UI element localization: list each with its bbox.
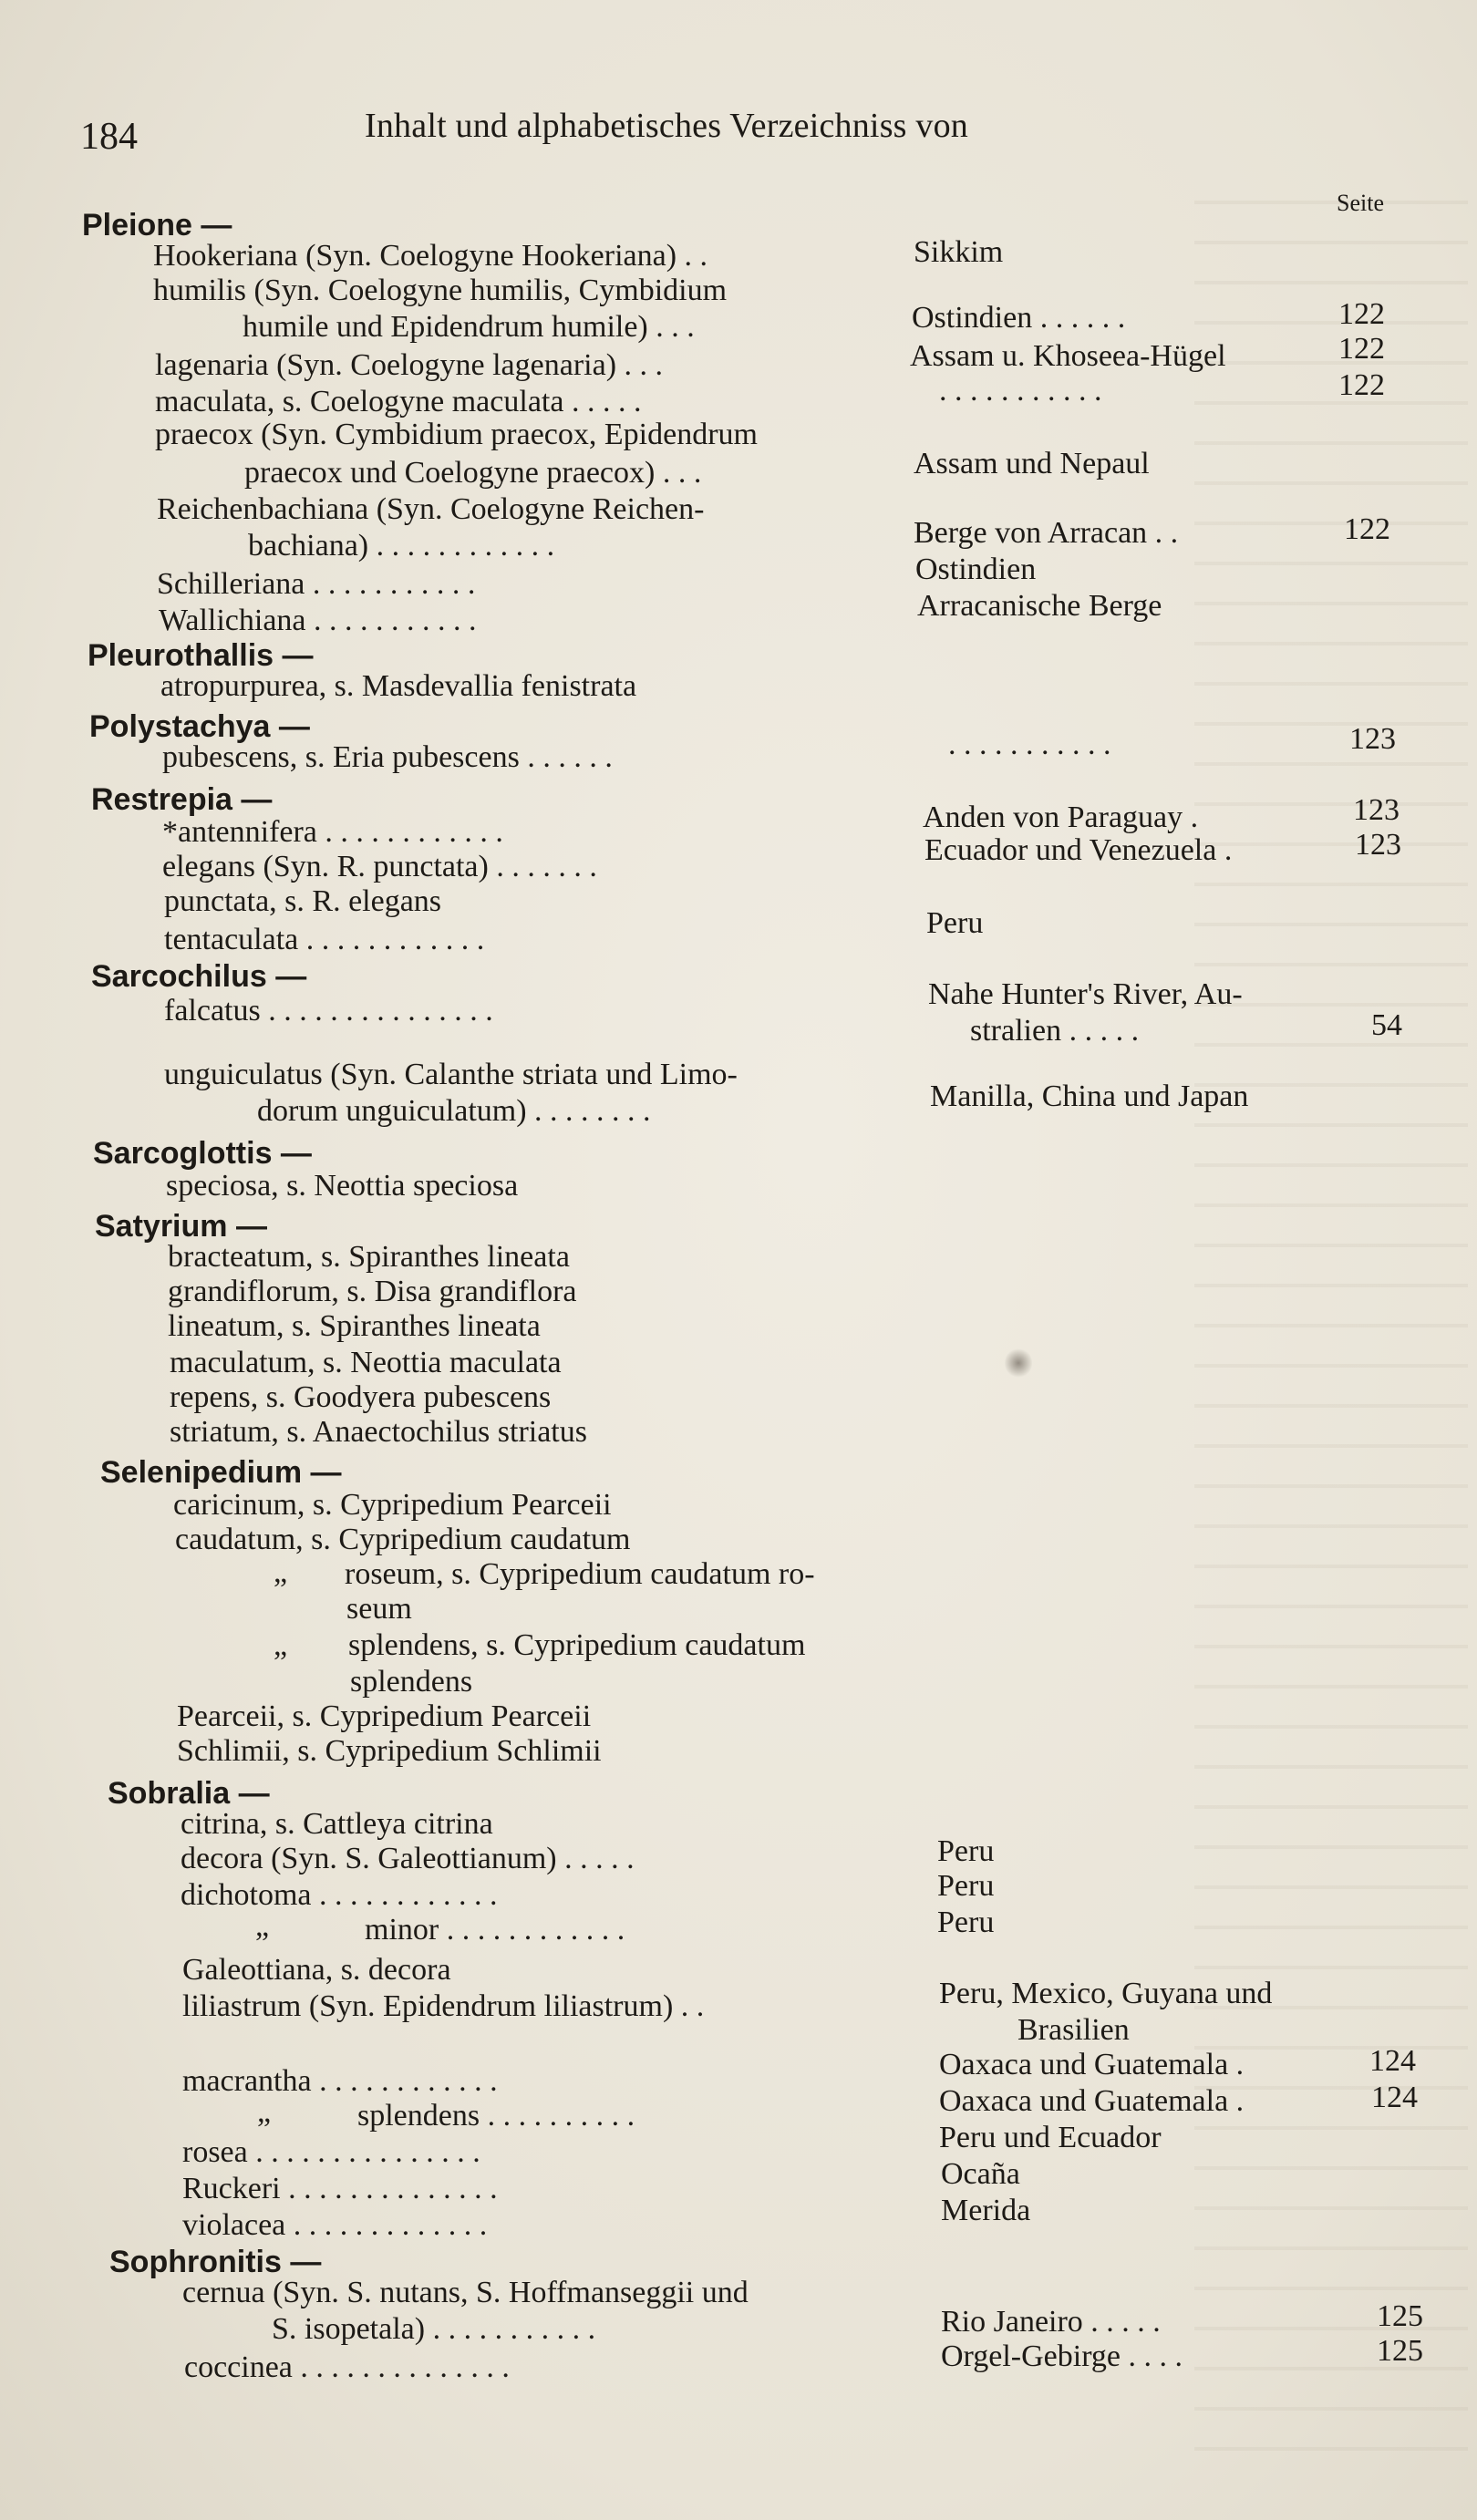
ditto-mark: „ <box>257 2095 272 2129</box>
entry-name: dorum unguiculatum) . . . . . . . . <box>257 1094 651 1128</box>
entry-name: rosea . . . . . . . . . . . . . . . <box>182 2135 480 2169</box>
entry-name: decora (Syn. S. Galeottianum) . . . . . <box>181 1842 635 1875</box>
entry-location: Berge von Arracan . . <box>914 516 1179 550</box>
entry-location: Assam und Nepaul <box>914 447 1150 480</box>
entry-location: Peru <box>926 906 984 940</box>
entry-name: repens, s. Goodyera pubescens <box>170 1380 552 1414</box>
entry-name: Schlimii, s. Cypripedium Schlimii <box>177 1734 602 1768</box>
entry-location: stralien . . . . . <box>970 1014 1140 1048</box>
entry-name: splendens . . . . . . . . . . <box>357 2099 635 2133</box>
entry-location: Oaxaca und Guatemala . <box>939 2084 1245 2118</box>
entry-location: Ostindien . . . . . . <box>912 301 1126 335</box>
entry-name: Hookeriana (Syn. Coelogyne Hookeriana) . . <box>153 239 708 273</box>
entry-page: 125 <box>1377 2299 1423 2333</box>
entry-name: humile und Epidendrum humile) . . . <box>243 310 695 344</box>
entry-location: Ocaña <box>941 2157 1020 2191</box>
entry-name: speciosa, s. Neottia speciosa <box>166 1169 519 1203</box>
entry-location: Manilla, China und Japan <box>930 1079 1249 1113</box>
entry-name: Ruckeri . . . . . . . . . . . . . . <box>182 2172 498 2205</box>
entry-name: bracteatum, s. Spiranthes lineata <box>168 1240 570 1274</box>
entry-name: Reichenbachiana (Syn. Coelogyne Reichen- <box>157 492 705 526</box>
genus-heading: Selenipedium — <box>100 1455 342 1490</box>
entry-location: Brasilien <box>1017 2013 1130 2047</box>
genus-heading: Sophronitis — <box>109 2245 322 2279</box>
entry-location: Peru <box>937 1869 995 1903</box>
entry-name: falcatus . . . . . . . . . . . . . . . <box>164 994 493 1028</box>
entry-name: atropurpurea, s. Masdevallia fenistrata <box>160 669 637 703</box>
entry-location: Peru, Mexico, Guyana und <box>939 1977 1273 2010</box>
entry-page: 124 <box>1369 2044 1416 2078</box>
entry-name: violacea . . . . . . . . . . . . . <box>182 2208 488 2242</box>
entry-location: Peru <box>937 1905 995 1939</box>
entry-name: maculatum, s. Neottia maculata <box>170 1346 562 1379</box>
entry-location: Orgel-Gebirge . . . . <box>941 2339 1183 2373</box>
entry-location: Nahe Hunter's River, Au- <box>928 977 1243 1011</box>
entry-name: dichotoma . . . . . . . . . . . . <box>181 1878 498 1912</box>
entry-name: caricinum, s. Cypripedium Pearceii <box>173 1488 612 1522</box>
entry-location: Sikkim <box>914 235 1004 269</box>
entry-location: Ecuador und Venezuela . <box>924 833 1233 867</box>
genus-heading: Sarcoglottis — <box>93 1136 312 1171</box>
genus-heading: Polystachya — <box>89 709 310 744</box>
entry-name: roseum, s. Cypripedium caudatum ro- <box>345 1557 815 1591</box>
entry-page: 122 <box>1338 297 1385 331</box>
genus-heading: Satyrium — <box>95 1209 267 1244</box>
entry-location: Oaxaca und Guatemala . <box>939 2048 1245 2081</box>
entry-name: splendens, s. Cypripedium caudatum <box>348 1628 806 1662</box>
entry-location: Merida <box>941 2194 1031 2227</box>
entry-page: 123 <box>1355 828 1401 862</box>
entry-name: bachiana) . . . . . . . . . . . . <box>248 529 555 563</box>
entry-name: macrantha . . . . . . . . . . . . <box>182 2064 498 2098</box>
entry-name: striatum, s. Anaectochilus striatus <box>170 1415 587 1449</box>
entry-location: Peru und Ecuador <box>939 2121 1162 2154</box>
entry-name: Schilleriana . . . . . . . . . . . <box>157 567 476 601</box>
entry-name: praecox (Syn. Cymbidium praecox, Epidendrum <box>155 418 758 451</box>
entry-name: citrina, s. Cattleya citrina <box>181 1807 493 1841</box>
entry-page: 123 <box>1353 793 1400 827</box>
genus-heading: Pleurothallis — <box>88 638 314 673</box>
entry-name: Wallichiana . . . . . . . . . . . <box>159 604 477 637</box>
entry-location: . . . . . . . . . . . <box>948 728 1111 761</box>
entry-name: elegans (Syn. R. punctata) . . . . . . . <box>162 850 597 883</box>
ditto-mark: „ <box>255 1909 270 1943</box>
entry-name: unguiculatus (Syn. Calanthe striata und Limo- <box>164 1058 738 1091</box>
entry-page: 54 <box>1371 1008 1402 1042</box>
entry-name: grandiflorum, s. Disa grandiflora <box>168 1275 577 1308</box>
entry-name: liliastrum (Syn. Epidendrum liliastrum) . . <box>182 1989 705 2023</box>
genus-heading: Restrepia — <box>91 782 273 817</box>
entry-page: 122 <box>1338 332 1385 366</box>
entry-name: praecox und Coelogyne praecox) . . . <box>244 456 702 490</box>
entry-location: . . . . . . . . . . . <box>939 374 1102 408</box>
entry-name: coccinea . . . . . . . . . . . . . . <box>184 2350 510 2384</box>
entry-page: 125 <box>1377 2334 1423 2368</box>
genus-heading: Sarcochilus — <box>91 959 307 994</box>
entry-location: Assam u. Khoseea-Hügel <box>910 339 1226 373</box>
entry-name: Galeottiana, s. decora <box>182 1953 451 1987</box>
entry-location: Ostindien <box>915 553 1037 586</box>
entry-name: lineatum, s. Spiranthes lineata <box>168 1309 541 1343</box>
entry-page: 123 <box>1349 722 1396 756</box>
seite-column-label: Seite <box>1337 190 1384 216</box>
genus-heading: Pleione — <box>82 208 232 243</box>
entry-name: punctata, s. R. elegans <box>164 884 442 918</box>
entry-name: maculata, s. Coelogyne maculata . . . . . <box>155 385 642 418</box>
entry-page: 122 <box>1344 512 1390 546</box>
entry-name: lagenaria (Syn. Coelogyne lagenaria) . . . <box>155 348 664 382</box>
entry-location: Anden von Paraguay . <box>923 800 1199 834</box>
entry-name: tentaculata . . . . . . . . . . . . <box>164 923 485 956</box>
page-number: 184 <box>80 116 138 158</box>
entry-name: S. isopetala) . . . . . . . . . . . <box>272 2312 596 2346</box>
entry-location: Peru <box>937 1834 995 1868</box>
genus-heading: Sobralia — <box>108 1776 270 1811</box>
entry-page: 124 <box>1371 2081 1418 2114</box>
entry-name: *antennifera . . . . . . . . . . . . <box>162 815 503 849</box>
entry-name: splendens <box>350 1665 473 1699</box>
entry-name: Pearceii, s. Cypripedium Pearceii <box>177 1699 592 1733</box>
ditto-mark: „ <box>274 1555 288 1589</box>
entry-location: Rio Janeiro . . . . . <box>941 2305 1161 2339</box>
running-title: Inhalt und alphabetisches Verzeichniss von <box>365 107 968 145</box>
entry-page: 122 <box>1338 368 1385 402</box>
entry-name: pubescens, s. Eria pubescens . . . . . . <box>162 740 613 774</box>
entry-name: minor . . . . . . . . . . . . <box>365 1913 625 1947</box>
ditto-mark: „ <box>274 1628 288 1662</box>
entry-location: Arracanische Berge <box>917 589 1162 623</box>
entry-name: cernua (Syn. S. nutans, S. Hoffmanseggii und <box>182 2276 749 2309</box>
entry-name: humilis (Syn. Coelogyne humilis, Cymbidium <box>153 274 728 307</box>
entry-name: caudatum, s. Cypripedium caudatum <box>175 1523 631 1556</box>
entry-name: seum <box>346 1592 412 1626</box>
